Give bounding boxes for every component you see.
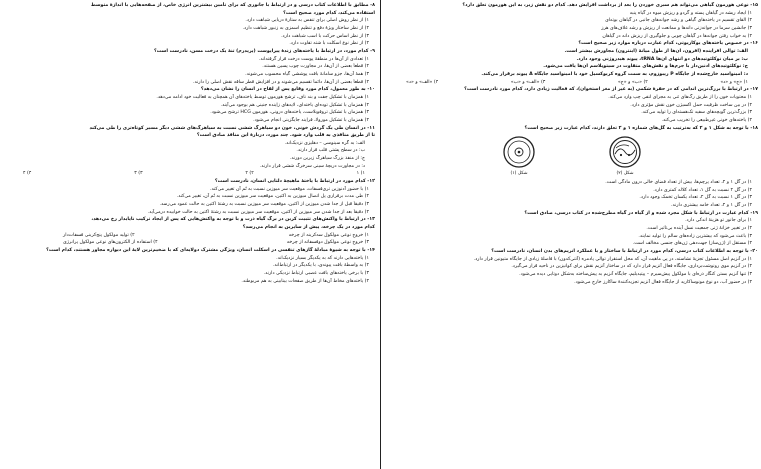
question-16-choice-2[interactable]: ۲) «ب» و «ج»	[617, 79, 648, 85]
question-15-option-1[interactable]: ۱) ایجاد ریشه در گیاهان پسته و گردو و ریزش میوه در گیاه پنبه	[629, 10, 752, 16]
figure-1-caption: شکل (۱)	[510, 171, 528, 177]
question-16-choices	[386, 79, 758, 87]
question-11-choice-1[interactable]: ۱) ۱	[356, 171, 365, 177]
question-13-row-2	[3, 239, 375, 247]
question-12-stem: ۱۲- کدام مورد در ارتباط با یاختهٔ ماهیچهٔ دلتایی انسان، نادرست است؟	[214, 179, 375, 185]
question-10-stem: ۱۰- به طور معمول، کدام مورد وقایع پس از لقاح در انسان را نشان می‌دهد؟	[200, 87, 375, 93]
question-15-option-2[interactable]: ۲) القای تقسیم در یاخته‌های گیاهی و رشد جوانه‌های جانبی در گیاهان بوته‌ای	[605, 18, 752, 24]
question-9-option-4[interactable]: ۴) قطعاً بعضی از آن‌ها، دائماً تقسیم می‌شوند و در افزایش قطر ساقه نقش اصلی را دارند.	[193, 79, 369, 85]
question-19-option-2[interactable]: ۲) در تغییر خزانهٔ ژنی جمعیت نسل آینده بی‌تأثیر است.	[646, 226, 752, 232]
question-11-choice-3[interactable]: ۳) ۳	[134, 171, 143, 177]
question-19-option-3[interactable]: ۳) باعث می‌شود که بیشترین زاده‌های سالم را تولید نمایند.	[638, 233, 752, 239]
question-12-option-2[interactable]: ۲) طی مدت برقراری پل اتصال میوزین به اکتین، موقعیت سر میوزین نسبت به تُم آن، تغییر می‌کند.	[176, 194, 369, 200]
question-10	[3, 86, 375, 124]
question-11-stem: ۱۱- در انسان طی یک گردش خونی، خون دو سیاهرگ ششی نسبت به سیاهرگ‌های ششی دیگر مسیر کوتاه‌تری را طی می‌کند	[89, 125, 375, 131]
question-15-stem: ۱۵- نوعی هورمون گیاهی می‌تواند هم سبزی خوردن را بعد از برداشت افزایش دهد. کدام دو نقش زیر، به این هورمون تعلق دارد؟	[462, 3, 758, 8]
question-14-option-3[interactable]: ۳) با برخی یاخته‌های بافت عصبی ارتباط نزدیکی دارند.	[263, 270, 369, 276]
question-16-item-a: الف: توالی افزاینده (افزون، آن‌ها از طول میانهٔ (اینترون) مجاورش بیشتر است.	[564, 48, 748, 54]
question-15-option-4[interactable]: ۴) به خواب رفتن جوانه‌ها در گیاهان چوبی و جلوگیری از ریزش دانه در گیاهان	[602, 33, 752, 39]
question-12-option-1[interactable]: ۱) با حضور آدنوزین تری‌فسفات، موقعیت سر میوزین نسبت به تُم آن تغییر می‌کند.	[209, 186, 369, 192]
question-13	[3, 216, 375, 247]
question-20-stem: ۲۰- با توجه به اطلاعات کتاب درسی، کدام مورد در ارتباط با ساختار و یا عملکرد آنزیم‌های بدن انسان، نادرست است؟	[491, 249, 758, 255]
question-11-stem-cont: تا از طریق منافذی به قلب وارد شود. چند مورد، دربارهٔ این منافذ صادق است؟	[196, 133, 375, 139]
question-13-stem-cont: کدام مورد در یک چرخه، پیش از سایرین به انجام می‌رسد؟	[242, 225, 375, 231]
question-8-option-1[interactable]: ۱) از نظر روش اصلی برای تنفس به ستارهٔ دریایی شباهت دارد.	[245, 18, 369, 24]
question-11-item-b: ب: در سطح پشتی قلب قرار دارند.	[296, 148, 365, 154]
figure-2	[602, 133, 648, 177]
question-20	[386, 248, 758, 286]
question-11-choice-2[interactable]: ۲) ۲	[245, 171, 254, 177]
question-18-option-1[interactable]: ۱) در گل ۱ و ۲، تعداد پرچم‌ها، بیش از تعداد فضای خالی درون مادگی است.	[605, 180, 752, 186]
question-10-option-1[interactable]: ۱) همزمان با تشکیل جفت و بند ناف، ترشح هورمون توسط یاخته‌های آن همچنان به فعالیت خود ادامه می‌دهد.	[156, 94, 369, 100]
question-14-stem: ۱۴- با توجه به شیوهٔ مبادلهٔ گازهای تنفسی در اسکلت انسان، ویژگی مشترک دولایه‌ای که با ضخیم‌ترین لایهٔ این دیواره مجاور هستند، کدام است؟	[46, 248, 375, 253]
flower-diagram-1	[496, 133, 542, 171]
question-17-option-2[interactable]: ۲) در بین ساخت ظرفیت حمل اکسیژن خون نقش مؤثری دارد.	[630, 102, 752, 108]
question-12-option-4[interactable]: ۴) دقیقاً بعد از جدا شدن سر میوزین از اکتین، موقعیت سر میوزین نسبت به رشتهٔ اکتین به حالت خوابیده درمی‌آید.	[147, 209, 369, 215]
question-11-item-a: الف: به گره سینوسی – دهلیزی نزدیک‌اند.	[284, 140, 365, 146]
question-19-option-4[interactable]: ۴) مستقل از (ژن‌ساز) جهت‌دهی ژن‌های جنسی مخالف است.	[632, 241, 752, 247]
question-17-option-3[interactable]: ۳) بزرگ‌ترین گویچه‌های سفید تک‌هسته‌ای را تولید می‌کند.	[641, 110, 752, 116]
question-8-option-2[interactable]: ۲) از نظر ساختار ویژهٔ دفع و تنظیم اسمزی به زنبور شباهت دارد.	[242, 25, 369, 31]
question-8	[3, 2, 375, 48]
question-20-option-2[interactable]: ۲) در آنزیم موی رونوشت‌برداری، جایگاه فعال آنزیم قرار دارد که در ساختار آنزیم نقش برای کوانیزین در ناحیه قرار می‌گیرد.	[511, 264, 752, 270]
figure-1	[496, 133, 542, 177]
question-8-option-4[interactable]: ۴) از نظر نوع اسکلت با شته تفاوت دارد.	[289, 41, 369, 47]
question-18	[386, 125, 758, 210]
question-14-option-4[interactable]: ۴) یاخته‌های مخاط آن‌ها از طریق صفحات بینابینی به هم مربوطند.	[241, 278, 369, 284]
question-16-item-d: د: آمینواسید خارج‌شده از جایگاه P ریبوزوم، به سمت گروه کربوکسیل خود با آمینواسید جایگاه A پیوند برقرار می‌کند.	[481, 71, 748, 77]
question-18-figures	[386, 133, 758, 177]
question-18-stem: ۱۸- با توجه به شکل ۱ و ۲ که به‌ترتیب به گل‌های شماره ۱ و ۲ تعلق دارند، کدام عبارت زیر صحیح است؟	[524, 125, 758, 131]
question-9-stem: ۹- کدام مورد، در ارتباط با یاخته‌های زندهٔ پیراپوست (پریدرم) تنهٔ یک درخت مسن، نادرست است؟	[154, 48, 375, 54]
question-8-stem: ۸- مطابق با اطلاعات کتاب درسی و در ارتباط با جانوری که برای تأمین بیشترین انرژی خاص، از صفحه‌هایی با اندازهٔ متوسط	[90, 3, 375, 8]
question-13-option-4[interactable]: ۴) استفاده از الکترون‌های نوعی مولکول پرانرژی	[63, 240, 158, 246]
question-11-choices	[3, 170, 375, 178]
question-16-choice-3[interactable]: ۳) «الف» و «ب»	[510, 79, 546, 85]
question-15	[386, 2, 758, 40]
question-20-option-4[interactable]: ۴) در حضور آب، دو نوع مونوساکارید از جایگاه فعال آنزیم تجزیه‌کنندهٔ ساکارز خارج می‌شود.	[574, 279, 752, 285]
question-16-stem: ۱۶- در خصوص یاخته‌های یوکاریوتی، کدام عبارت درباره موارد زیر صحیح است؟	[578, 41, 758, 47]
question-10-option-2[interactable]: ۲) همزمان با تشکیل توده‌ای یاخته‌ای، لایه‌های زاینده جنینی هم بوجود می‌آیند.	[220, 102, 369, 108]
question-8-stem-cont: استفاده می‌کند، کدام مورد صحیح است؟	[283, 10, 375, 16]
question-13-row-1	[3, 232, 375, 240]
question-18-option-4[interactable]: ۴) در گل ۱ و ۲، تعداد خامه بیشتری دارند.	[671, 203, 752, 209]
question-16	[386, 40, 758, 86]
question-9-option-3[interactable]: ۳) همهٔ آن‌ها، جزو سامانهٔ بافت پوششی گیاه محسوب می‌شوند.	[245, 71, 369, 77]
question-18-option-2[interactable]: ۲) در گل ۲ نسبت به گل ۱، تعداد کلاله کمتری دارد.	[653, 187, 752, 193]
question-17	[386, 86, 758, 124]
question-16-item-c: ج: نوکلئوتیدهای آدنین‌دار با جرم‌ها و نقش‌های متفاوت در سیتوپلاسم آن‌ها یافت می‌شود.	[543, 64, 748, 70]
question-9	[3, 48, 375, 86]
question-19	[386, 210, 758, 248]
question-19-option-1[interactable]: ۱) برای جانور تو هزینهٔ اندکی دارد.	[685, 218, 752, 224]
question-16-choice-4[interactable]: ۴) «الف» و «د»	[406, 79, 439, 85]
question-17-stem: ۱۷- در ارتباط با بزرگ‌ترین اندامی که در حفرهٔ شکمی (به غیر از مغز استخوان)، که فعالیت زیادی دارد، کدام مورد نادرست است؟	[464, 87, 758, 93]
question-10-option-4[interactable]: ۴) همزمان با تشکیل مورولا، فرایند جایگزینی انجام می‌شود.	[253, 117, 369, 123]
question-20-option-3[interactable]: ۳) تنها آنزیم بستن کنگار ذره‌ای با مولکول پیش‌سیرم – پپتیدیلیم، جایگاه آنزیم به پیش‌ساخته به‌شکل دوتایی دیده می‌شود.	[519, 272, 752, 278]
figure-2-caption: شکل (۲)	[616, 171, 634, 177]
question-12-option-3[interactable]: ۳) دقیقاً قبل از جدا شدن میوزین از اکتین، موقعیت سر میوزین نسبت به رشتهٔ اکتین به حالت عمود می‌رسد.	[159, 202, 369, 208]
question-10-option-3[interactable]: ۳) همزمان با تشکیل تروفوبلاست، یاخته‌های درونی، هورمون HCG ترشح می‌شود.	[210, 110, 369, 116]
question-11-item-d: د: در مجاورت دریچهٔ سینی سرخرگ ششی قرار دارند.	[259, 163, 365, 169]
question-11-item-c: ج: از منفذ بزرگ سیاهرگ زیرین دورند.	[289, 156, 365, 162]
question-12	[3, 178, 375, 216]
question-15-option-3[interactable]: ۳) جانشین سرما در جوانه‌زنی دانه‌ها و ممانعت از ریزش و رشد غلاف‌های هرز	[601, 25, 752, 31]
question-14-option-2[interactable]: ۲) به واسطهٔ بافت پیوندی، با یکدیگر در ارتباط‌اند.	[272, 263, 369, 269]
question-18-option-3[interactable]: ۳) در گل ۱ نسبت به گل ۲، تعداد یکسان تخمک وجود دارد.	[639, 195, 752, 201]
question-13-stem: ۱۳- در ارتباط با واکنش‌های تثبیت کربن در برگ گیاه ذرت و با توجه به واکنش‌هایی که پس از ایجاد ترکیب ناپایدار رخ می‌دهد،	[91, 217, 375, 223]
question-14	[3, 247, 375, 285]
question-13-option-2[interactable]: ۲) تولید مولکول پنج‌کربنی فسفات‌دار	[63, 232, 135, 238]
question-8-option-3[interactable]: ۳) از نظر اساس حرکت با اسب شباهت دارد.	[281, 33, 369, 39]
question-11-choice-4[interactable]: ۴) ۴	[23, 171, 32, 177]
question-9-option-2[interactable]: ۲) قطعاً بعضی از آن‌ها، در مجاورت چوب پسین هستند.	[262, 64, 369, 70]
column-divider	[380, 0, 381, 469]
question-16-item-b: ب: بر میان نوکلئوتیدهای دو انتهای آن‌ها tRNA، پیوند هیدروژنی وجود دارد.	[576, 56, 748, 62]
question-11	[3, 125, 375, 179]
question-9-option-1[interactable]: ۱) تعدادی از آن‌ها در منطقهٔ پوست درخت قرار گرفته‌اند.	[258, 56, 369, 62]
right-column	[386, 2, 758, 467]
question-16-choice-1[interactable]: ۱) «ج» و «د»	[720, 79, 748, 85]
question-14-option-1[interactable]: ۱) یاخته‌هایی دارند که به یکدیگر بسیار نزدیک‌اند.	[276, 255, 369, 261]
question-13-option-1[interactable]: ۱) خروج نوعی مولکول سه‌کربنه از چرخه	[288, 232, 369, 238]
flower-diagram-2	[602, 133, 648, 171]
question-20-option-1[interactable]: ۱) در آنزیم اصل مسئول تجزیهٔ نشاسته، در پی ماهیت آن، که محل استقرار توالی پادمره (آنتی‌کدون) با فاصلهٔ زیادی از جایگاه متیونین قرار دارد.	[473, 256, 752, 262]
question-13-option-3[interactable]: ۳) خروج نوعی مولکول دوفسفاته از چرخه	[286, 240, 369, 246]
question-17-option-4[interactable]: ۴) یاخته‌های خونی غیرطبیعی را تخریب می‌کند.	[661, 117, 752, 123]
left-column	[3, 2, 375, 467]
question-19-stem: ۱۹- کدام عبارت در ارتباط با شکل مجرد شده و از گیاه در گیاه مطرح‌شده در کتاب درسی، صادق است؟	[524, 210, 758, 216]
question-17-option-1[interactable]: ۱) محتویات خون را از طریق رگ‌های ثنی به مجرای لنفی چپ وارد می‌کند.	[608, 94, 752, 100]
